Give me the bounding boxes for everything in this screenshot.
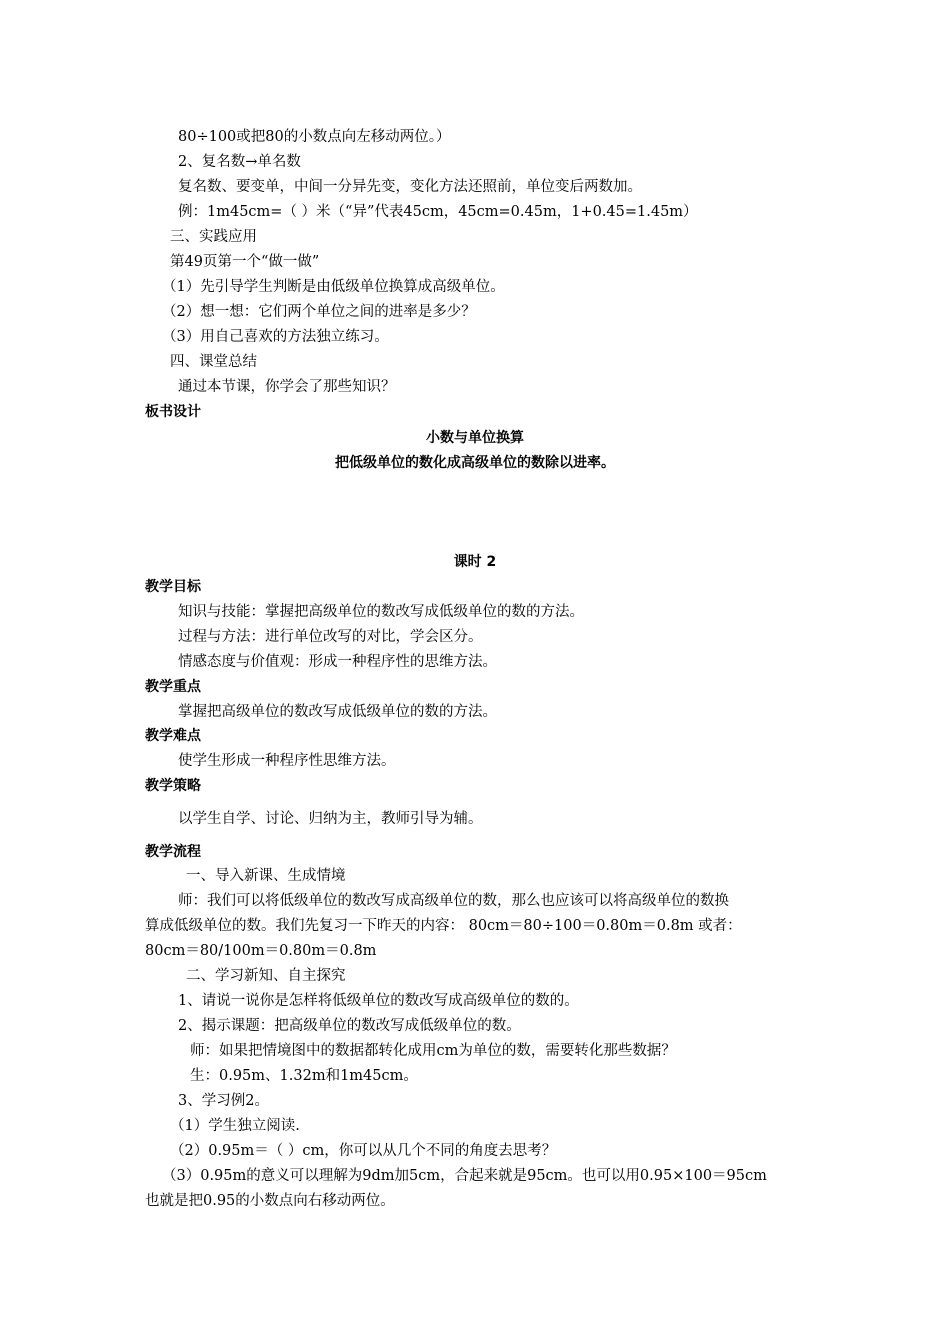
paragraph-line: 师：我们可以将低级单位的数改写成高级单位的数，那么也应该可以将高级单位的数换 <box>178 893 729 909</box>
list-item: （1）学生独立阅读. <box>170 1118 300 1134</box>
goal-line: 情感态度与价值观：形成一种程序性的思维方法。 <box>178 654 497 670</box>
paragraph-line: 80cm＝80/100m＝0.80m＝0.8m <box>145 943 377 959</box>
list-item: （3）用自己喜欢的方法独立练习。 <box>162 329 389 345</box>
goal-line: 过程与方法：进行单位改写的对比，学会区分。 <box>178 629 483 645</box>
list-item: （2）0.95m＝（ ）cm，你可以从几个不同的角度去思考？ <box>170 1143 557 1159</box>
strategy-text: 以学生自学、讨论、归纳为主，教师引导为辅。 <box>178 811 483 827</box>
difficulty-heading: 教学难点 <box>145 728 201 744</box>
dialogue-line: 生：0.95m、1.32m和1m45cm。 <box>190 1068 418 1084</box>
board-title: 小数与单位换算 <box>426 430 524 446</box>
board-heading: 板书设计 <box>145 404 201 420</box>
list-item: （2）想一想：它们两个单位之间的进率是多少？ <box>162 304 476 320</box>
flow-heading: 教学流程 <box>145 844 201 860</box>
key-heading: 教学重点 <box>145 679 201 695</box>
difficulty-text: 使学生形成一种程序性思维方法。 <box>178 753 396 769</box>
goals-heading: 教学目标 <box>145 579 201 595</box>
text-line: 复名数、要变单，中间一分异先变，变化方法还照前，单位变后两数加。 <box>178 179 642 195</box>
section-heading: 三、实践应用 <box>170 229 257 245</box>
text-line: 通过本节课，你学会了那些知识？ <box>178 379 396 395</box>
step-line: 1、请说一说你是怎样将低级单位的数改写成高级单位的数的。 <box>178 993 579 1009</box>
goal-line: 知识与技能：掌握把高级单位的数改写成低级单位的数的方法。 <box>178 604 584 620</box>
strategy-heading: 教学策略 <box>145 778 201 794</box>
paragraph-line: 算成低级单位的数。我们先复习一下昨天的内容： 80cm＝80÷100＝0.80m＝0.8m 或者： <box>145 918 742 934</box>
list-item: （1）先引导学生判断是由低级单位换算成高级单位。 <box>162 279 505 295</box>
lesson-title: 课时 2 <box>453 554 497 570</box>
section-heading: 二、学习新知、自主探究 <box>186 968 346 984</box>
dialogue-line: 师：如果把情境图中的数据都转化成用cm为单位的数，需要转化那些数据？ <box>190 1043 676 1059</box>
list-item: （3）0.95m的意义可以理解为9dm加5cm，合起来就是95cm。也可以用0.95×100＝95cm <box>162 1168 767 1184</box>
key-text: 掌握把高级单位的数改写成低级单位的数的方法。 <box>178 704 497 720</box>
section-heading: 一、导入新课、生成情境 <box>186 868 346 884</box>
step-heading: 2、复名数→单名数 <box>178 154 301 170</box>
step-line: 3、学习例2。 <box>178 1093 269 1109</box>
step-line: 2、揭示课题：把高级单位的数改写成低级单位的数。 <box>178 1018 521 1034</box>
list-item: 也就是把0.95的小数点向右移动两位。 <box>145 1193 395 1209</box>
example-line: 例：1m45cm=（ ）米（“异”代表45cm，45cm=0.45m，1+0.45=1.45m） <box>178 204 698 220</box>
text-line: 80÷100或把80的小数点向左移动两位。） <box>178 129 451 145</box>
board-subtitle: 把低级单位的数化成高级单位的数除以进率。 <box>335 455 615 471</box>
text-line: 第49页第一个“做一做” <box>170 254 320 270</box>
section-heading: 四、课堂总结 <box>170 354 257 370</box>
